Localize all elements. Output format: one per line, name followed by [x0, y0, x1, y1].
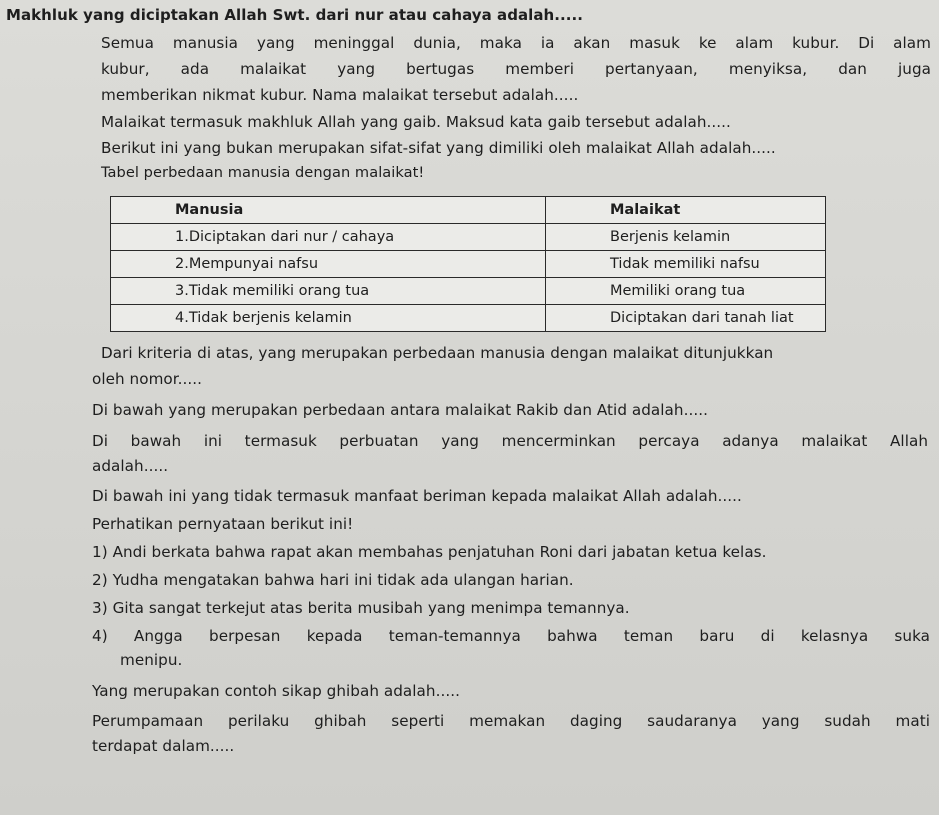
- table-cell: Berjenis kelamin: [546, 224, 826, 251]
- question-9-statement-2: 2) Yudha mengatakan bahwa hari ini tidak ada ulangan harian.: [92, 571, 574, 589]
- table-cell: 4.Tidak berjenis kelamin: [111, 305, 546, 332]
- question-9-statement-3: 3) Gita sangat terkejut atas berita musibah yang menimpa temannya.: [92, 599, 630, 617]
- question-5-line-2: oleh nomor.....: [92, 370, 203, 388]
- table-row: [111, 224, 826, 251]
- table-cell: Tidak memiliki nafsu: [546, 251, 826, 278]
- table-cell: 2.Mempunyai nafsu: [111, 251, 546, 278]
- question-6: Di bawah yang merupakan perbedaan antara malaikat Rakib dan Atid adalah.....: [92, 401, 708, 419]
- question-2-line-1: Semua manusia yang meninggal dunia, maka ia akan masuk ke alam kubur. Di alam: [101, 34, 931, 52]
- question-10-line-1: Perumpamaan perilaku ghibah seperti memakan daging saudaranya yang sudah mati: [92, 712, 930, 730]
- table-row: [111, 305, 826, 332]
- question-9-statement-4-line-1: 4) Angga berpesan kepada teman-temannya bahwa teman baru di kelasnya suka: [92, 627, 930, 645]
- question-1: Makhluk yang diciptakan Allah Swt. dari nur atau cahaya adalah.....: [6, 6, 584, 24]
- question-9-intro: Perhatikan pernyataan berikut ini!: [92, 515, 354, 533]
- question-9-statement-1: 1) Andi berkata bahwa rapat akan membahas penjatuhan Roni dari jabatan ketua kelas.: [92, 543, 767, 561]
- question-9: Yang merupakan contoh sikap ghibah adalah.....: [92, 682, 460, 700]
- table-cell: Memiliki orang tua: [546, 278, 826, 305]
- question-7-line-1: Di bawah ini termasuk perbuatan yang mencerminkan percaya adanya malaikat Allah: [92, 432, 928, 450]
- table-row: [111, 251, 826, 278]
- table-header-manusia: Manusia: [111, 197, 546, 224]
- comparison-table: [110, 196, 826, 332]
- table-row: [111, 278, 826, 305]
- table-header-row: [111, 197, 826, 224]
- table-cell: Diciptakan dari tanah liat: [546, 305, 826, 332]
- table-cell: 1.Diciptakan dari nur / cahaya: [111, 224, 546, 251]
- question-3: Malaikat termasuk makhluk Allah yang gaib. Maksud kata gaib tersebut adalah.....: [101, 113, 731, 131]
- table-cell: 3.Tidak memiliki orang tua: [111, 278, 546, 305]
- question-5-intro: Tabel perbedaan manusia dengan malaikat!: [101, 164, 425, 181]
- question-7-line-2: adalah.....: [92, 457, 169, 475]
- table-header-malaikat: Malaikat: [546, 197, 826, 224]
- question-10-line-2: terdapat dalam.....: [92, 737, 235, 755]
- question-4: Berikut ini yang bukan merupakan sifat-sifat yang dimiliki oleh malaikat Allah adalah.....: [101, 139, 776, 157]
- question-2-line-2: kubur, ada malaikat yang bertugas memberi pertanyaan, menyiksa, dan juga: [101, 60, 931, 78]
- question-8: Di bawah ini yang tidak termasuk manfaat beriman kepada malaikat Allah adalah.....: [92, 487, 742, 505]
- question-2-line-3: memberikan nikmat kubur. Nama malaikat tersebut adalah.....: [101, 86, 579, 104]
- question-9-statement-4-line-2: menipu.: [120, 651, 183, 669]
- question-5-line-1: Dari kriteria di atas, yang merupakan perbedaan manusia dengan malaikat ditunjukkan: [101, 344, 774, 362]
